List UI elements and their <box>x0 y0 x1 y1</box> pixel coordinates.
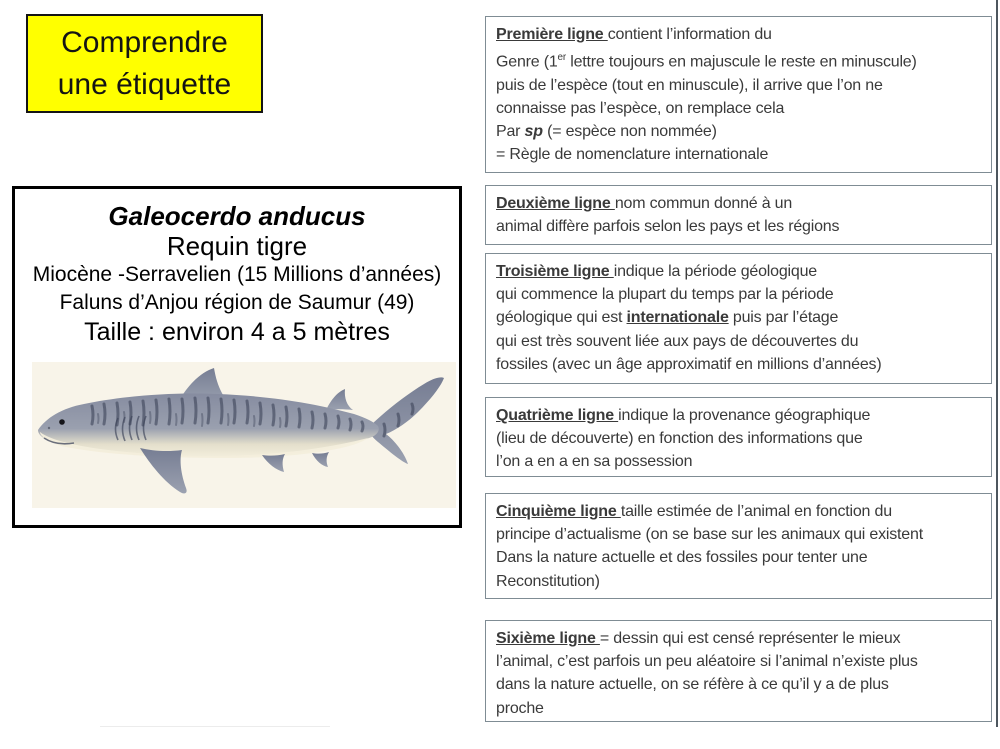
tiger-shark-svg <box>32 362 456 508</box>
text-line: animal diffère parfois selon les pays et les régions <box>496 218 840 236</box>
page-title <box>26 14 263 113</box>
info-box-sixieme-ligne <box>485 620 992 722</box>
slide-bottom-faint-line <box>100 726 330 727</box>
info-box-quatrieme-ligne <box>485 397 992 477</box>
text-line: Reconstitution) <box>496 572 600 590</box>
text-line: Sixième ligne = dessin qui est censé représenter le mieux <box>496 630 901 647</box>
text-line: géologique qui est internationale puis par l’étage <box>496 309 839 327</box>
text-line: Genre (1er lettre toujours en majuscule le reste en minuscule) <box>496 52 917 71</box>
slide-right-edge-line <box>996 0 998 727</box>
shark-nostril <box>48 427 50 429</box>
label-locality: Faluns d’Anjou région de Saumur (49) <box>59 291 415 314</box>
text-line: qui est très souvent liée aux pays de découvertes du <box>496 332 859 350</box>
text-line: Par sp (= espèce non nommée) <box>496 123 717 141</box>
tiger-shark-illustration <box>32 362 456 508</box>
text-line: Troisième ligne indique la période géologique <box>496 263 817 280</box>
label-genus-species: Galeocerdo anducus <box>108 201 366 231</box>
info-box-troisieme-ligne <box>485 253 992 384</box>
text-line: qui commence la plupart du temps par la période <box>496 286 834 304</box>
text-line: l’animal, c’est parfois un peu aléatoire si l’animal n’existe plus <box>496 653 918 671</box>
text-line: Cinquième ligne taille estimée de l’animal en fonction du <box>496 503 892 520</box>
text-line: = Règle de nomenclature internationale <box>496 146 769 164</box>
text-line: Dans la nature actuelle et des fossiles pour tenter une <box>496 549 868 567</box>
info-box-premiere-ligne <box>485 16 992 173</box>
label-size: Taille : environ 4 a 5 mètres <box>84 318 390 346</box>
info-box-deuxieme-ligne <box>485 185 992 245</box>
label-geologic-period: Miocène -Serravelien (15 Millions d’années) <box>32 263 442 286</box>
text-line: principe d’actualisme (on se base sur les animaux qui existent <box>496 526 923 544</box>
text-line: Première ligne contient l’information du <box>496 26 772 43</box>
text-line: Quatrième ligne indique la provenance géographique <box>496 407 871 424</box>
text-line: proche <box>496 699 544 717</box>
page-title-line1: Comprendre <box>61 25 228 59</box>
page-title-line2: une étiquette <box>57 67 232 101</box>
text-line: fossiles (avec un âge approximatif en millions d’années) <box>496 355 882 373</box>
text-line: connaisse pas l’espèce, on remplace cela <box>496 99 785 117</box>
text-line: puis de l’espèce (tout en minuscule), il arrive que l’on ne <box>496 76 883 94</box>
label-common-name: Requin tigre <box>166 231 308 261</box>
info-box-cinquieme-ligne <box>485 493 992 599</box>
text-line: (lieu de découverte) en fonction des informations que <box>496 430 863 448</box>
text-line: Deuxième ligne nom commun donné à un <box>496 195 793 212</box>
text-line: dans la nature actuelle, on se réfère à ce qu’il y a de plus <box>496 676 889 694</box>
shark-eye <box>59 419 65 425</box>
specimen-label-card <box>12 186 462 528</box>
text-line: l’on a en a en sa possession <box>496 453 693 471</box>
